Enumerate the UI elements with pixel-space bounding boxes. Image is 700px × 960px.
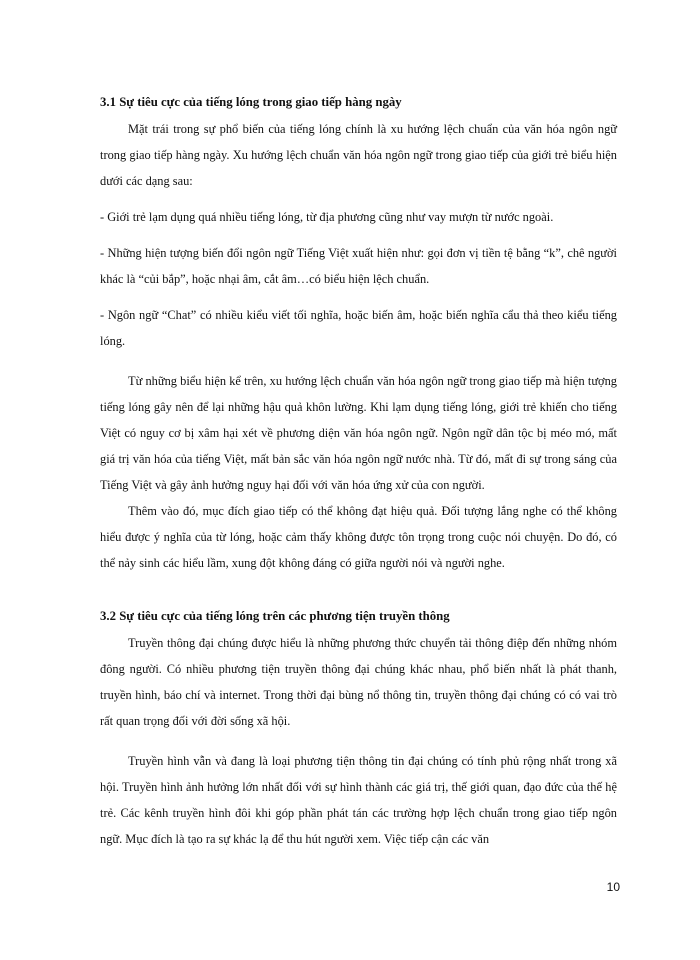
page-number: 10 [606, 880, 620, 894]
bullet-paragraph: - Những hiện tượng biến đổi ngôn ngữ Tiếng Việt xuất hiện như: gọi đơn vị tiền tệ bằng “k”, chê người khác là “củi bắp”, hoặc nhại âm, cắt âm…có biểu hiện lệch chuẩn. [100, 246, 617, 286]
bullet-paragraph: - Ngôn ngữ “Chat” có nhiều kiểu viết tối nghĩa, hoặc biến âm, hoặc biến nghĩa cẩu thả theo kiểu tiếng lóng. [100, 308, 617, 348]
bullet-paragraph: - Giới trẻ lạm dụng quá nhiều tiếng lóng, từ địa phương cũng như vay mượn từ nước ngoài. [100, 210, 554, 224]
paragraph: Thêm vào đó, mục đích giao tiếp có thể không đạt hiệu quả. Đối tượng lắng nghe có thể không hiểu được ý nghĩa của từ lóng, hoặc cảm thấy không được tôn trọng trong cuộc nói chuyện. Do đó, có thể nảy sinh các hiểu lầm, xung đột không đáng có giữa người nói và người nghe. [100, 504, 617, 570]
paragraph: Mặt trái trong sự phổ biến của tiếng lóng chính là xu hướng lệch chuẩn của văn hóa ngôn ngữ trong giao tiếp hàng ngày. Xu hướng lệch chuẩn văn hóa ngôn ngữ trong giao tiếp của giới trẻ biểu hiện dưới các dạng sau: [100, 122, 617, 188]
paragraph: Từ những biểu hiện kể trên, xu hướng lệch chuẩn văn hóa ngôn ngữ trong giao tiếp mà hiện tượng tiếng lóng gây nên để lại những hậu quả khôn lường. Khi lạm dụng tiếng lóng, giới trẻ khiến cho tiếng Việt có nguy cơ bị xâm hại xét về phương diện văn hóa ngôn ngữ. Ngôn ngữ dân tộc bị méo mó, mất giá trị văn hóa của tiếng Việt, mất bản sắc văn hóa ngôn ngữ nước nhà. Từ đó, mất đi sự trong sáng của Tiếng Việt và gây ảnh hưởng nguy hại đối với văn hóa ứng xử của con người. [100, 374, 617, 492]
page-content [100, 92, 617, 852]
section-heading-3-2: 3.2 Sự tiêu cực của tiếng lóng trên các phương tiện truyền thông [100, 609, 450, 623]
paragraph: Truyền hình vẫn và đang là loại phương tiện thông tin đại chúng có tính phủ rộng nhất trong xã hội. Truyền hình ảnh hưởng lớn nhất đối với sự hình thành các giá trị, thế giới quan, đạo đức của thế hệ trẻ. Các kênh truyền hình đôi khi góp phần phát tán các trường hợp lệch chuẩn trong giao tiếp ngôn ngữ. Mục đích là tạo ra sự khác lạ để thu hút người xem. Việc tiếp cận các văn [100, 754, 617, 846]
section-heading-3-1: 3.1 Sự tiêu cực của tiếng lóng trong giao tiếp hàng ngày [100, 95, 402, 109]
paragraph: Truyền thông đại chúng được hiểu là những phương thức chuyển tải thông điệp đến những nhóm đông người. Có nhiều phương tiện truyền thông đại chúng khác nhau, phổ biến nhất là phát thanh, truyền hình, báo chí và internet. Trong thời đại bùng nổ thông tin, truyền thông đại chúng có có vai trò rất quan trọng đối với đời sống xã hội. [100, 636, 617, 728]
